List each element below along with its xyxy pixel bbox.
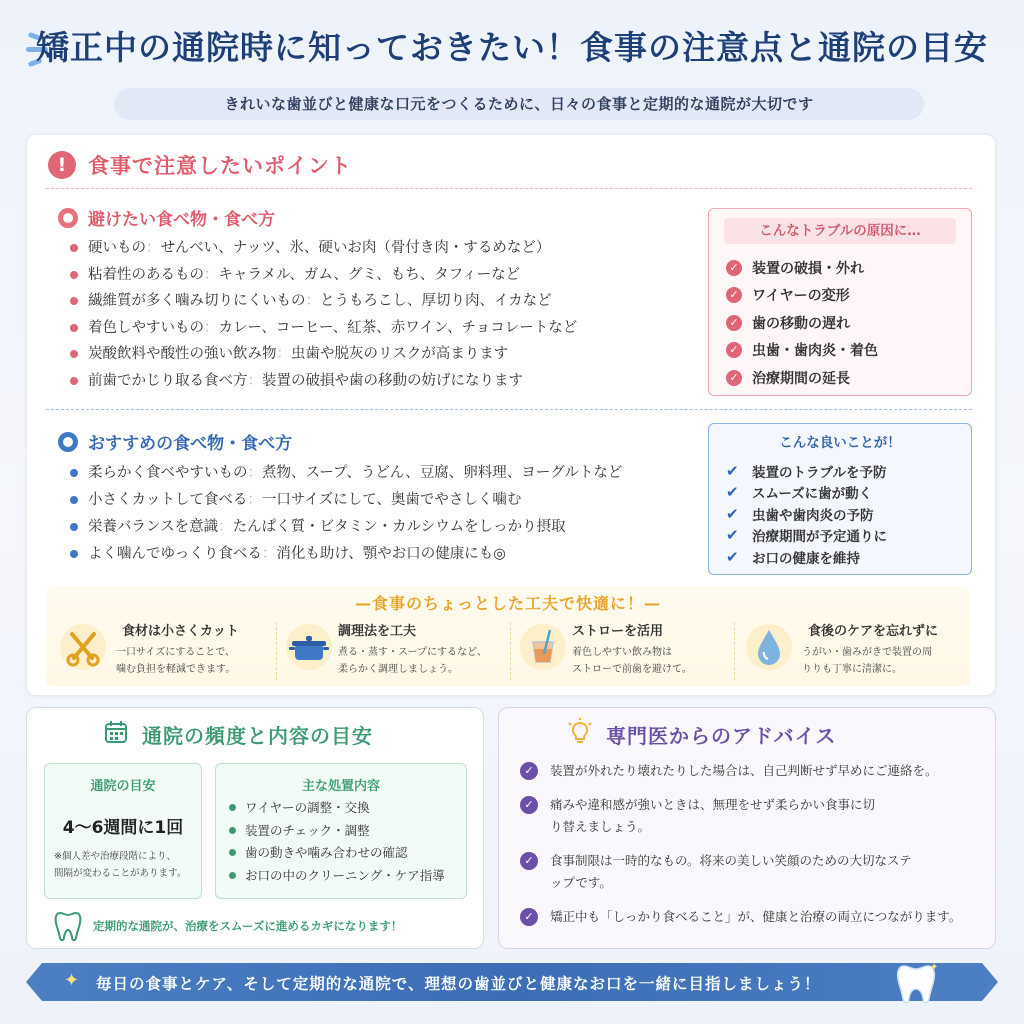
list-item: ワイヤーの調整・交換 <box>229 798 445 821</box>
lightbulb-icon <box>566 718 594 750</box>
check-circle-icon: ✓ <box>520 908 538 926</box>
advice-heading: 専門医からのアドバイス <box>606 724 837 748</box>
trouble-list <box>726 254 878 392</box>
exclamation-icon: ! <box>48 151 76 179</box>
list-item: ✓ 装置の破損・外れ <box>726 254 878 282</box>
avoid-list <box>70 238 577 397</box>
list-item: ✔ 虫歯や歯肉炎の予防 <box>726 504 874 524</box>
list-item: 硬いもの：せんべい、ナッツ、氷、硬いお肉（骨付き肉・するめなど） <box>70 238 577 265</box>
tip-item: 食後のケアを忘れずに うがい・歯みがきで装置の周 りりも丁寧に清潔に。 <box>742 620 964 682</box>
check-circle-icon: ✓ <box>726 260 742 276</box>
avoid-heading: 避けたい食べ物・食べ方 <box>88 210 275 230</box>
check-circle-icon: ✓ <box>726 315 742 331</box>
list-item: お口の中のクリーニング・ケア指導 <box>229 866 445 889</box>
list-item: 粘着性のあるもの：キャラメル、ガム、グミ、もち、タフィーなど <box>70 265 577 292</box>
diet-heading: 食事で注意したいポイント <box>88 154 352 178</box>
banner-text: 毎日の食事とケア、そして定期的な通院で、理想の歯並びと健康なお口を一緒に目指しましょう！ <box>96 975 821 993</box>
tooth-icon <box>894 960 938 1010</box>
list-item: ✔ 治療期間が予定通りに <box>726 526 887 546</box>
list-item: 小さくカットして食べる：一口サイズにして、奥歯でやさしく噛む <box>70 490 622 517</box>
check-circle-icon: ✓ <box>726 287 742 303</box>
sparkle-icon: ✦ <box>64 970 80 991</box>
visit-guide-title: 通院の目安 <box>90 779 156 794</box>
visit-note: ※個人差や治療段階により、 間隔が変わることがあります。 <box>54 851 187 879</box>
visit-frequency: 4〜6週間に1回 <box>62 818 184 838</box>
checkmark-icon: ✔ <box>726 483 739 502</box>
tips-heading: —食事のちょっとした工夫で快適に！— <box>354 594 661 613</box>
scissors-icon <box>60 624 106 670</box>
calendar-icon <box>104 720 128 748</box>
check-circle-icon: ✓ <box>520 852 538 870</box>
tip-item: ストローを活用 着色しやすい飲み物は ストローで前歯を避けて。 <box>516 620 738 682</box>
list-item: よく噛んでゆっくり食べる：消化も助け、顎やお口の健康にも◎ <box>70 544 622 571</box>
list-item: ✓ 痛みや違和感が強いときは、無理をせず柔らかい食事に切 り替えましょう。 <box>520 794 961 838</box>
trouble-heading: こんなトラブルの原因に… <box>724 218 956 244</box>
divider <box>734 622 735 680</box>
visit-heading: 通院の頻度と内容の目安 <box>142 724 373 748</box>
visit-footer: 定期的な通院が、治療をスムーズに進めるカギになります！ <box>93 919 403 933</box>
list-item: ✔ お口の健康を維持 <box>726 547 860 567</box>
good-heading: こんな良いことが！ <box>779 435 901 451</box>
recommend-heading: おすすめの食べ物・食べ方 <box>88 434 293 454</box>
list-item: ✓ 矯正中も「しっかり食べること」が、健康と治療の両立につながります。 <box>520 906 961 928</box>
page-title: 矯正中の通院時に知っておきたい！食事の注意点と通院の目安 <box>36 28 988 67</box>
divider <box>276 622 277 680</box>
list-item: 前歯でかじり取る食べ方：装置の破損や歯の移動の妨げになります <box>70 371 577 398</box>
recommend-list <box>70 463 622 571</box>
svg-text:✦: ✦ <box>930 962 938 973</box>
check-circle-icon: ✓ <box>726 342 742 358</box>
list-item: 栄養バランスを意識：たんぱく質・ビタミン・カルシウムをしっかり摂取 <box>70 517 622 544</box>
visit-treat-list <box>229 798 445 888</box>
checkmark-icon: ✔ <box>726 526 739 545</box>
checkmark-icon: ✔ <box>726 461 739 480</box>
good-list <box>726 460 887 568</box>
list-item: ✓ 食事制限は一時的なもの。将来の美しい笑顔のための大切なステ ップです。 <box>520 850 961 894</box>
list-item: ✓ ワイヤーの変形 <box>726 282 878 310</box>
tip-item: 調理法を工夫 煮る・蒸す・スープにするなど、 柔らかく調理しましょう。 <box>282 620 504 682</box>
tip-item: 食材は小さくカット 一口サイズにすることで、 噛む負担を軽減できます。 <box>56 620 278 682</box>
list-item: ✓ 歯の移動の遅れ <box>726 309 878 337</box>
divider <box>46 188 972 189</box>
water-drop-icon <box>746 624 792 670</box>
checkmark-icon: ✔ <box>726 504 739 523</box>
visit-treat-title: 主な処置内容 <box>301 779 380 794</box>
list-item: ✓ 装置が外れたり壊れたりした場合は、自己判断せず早めにご連絡を。 <box>520 760 961 782</box>
tooth-icon <box>54 910 82 946</box>
check-circle-icon: ✓ <box>726 370 742 386</box>
list-item: 装置のチェック・調整 <box>229 821 445 844</box>
pot-icon <box>286 624 332 670</box>
checkmark-icon: ✔ <box>726 547 739 566</box>
check-circle-icon: ✓ <box>520 796 538 814</box>
list-item: 着色しやすいもの：カレー、コーヒー、紅茶、赤ワイン、チョコレートなど <box>70 318 577 345</box>
check-circle-icon: ✓ <box>520 762 538 780</box>
divider <box>510 622 511 680</box>
ring-icon <box>58 432 78 452</box>
list-item: ✓ 治療期間の延長 <box>726 364 878 392</box>
advice-list <box>520 760 961 928</box>
ring-icon <box>58 208 78 228</box>
straw-cup-icon <box>520 624 566 670</box>
list-item: 炭酸飲料や酸性の強い飲み物：虫歯や脱灰のリスクが高まります <box>70 344 577 371</box>
list-item: ✔ スムーズに歯が動く <box>726 483 873 503</box>
divider <box>46 409 972 410</box>
list-item: 繊維質が多く噛み切りにくいもの：とうもろこし、厚切り肉、イカなど <box>70 291 577 318</box>
list-item: ✔ 装置のトラブルを予防 <box>726 461 887 481</box>
page-subtitle: きれいな歯並びと健康な口元をつくるために、日々の食事と定期的な通院が大切です <box>114 88 924 120</box>
list-item: 歯の動きや噛み合わせの確認 <box>229 843 445 866</box>
list-item: 柔らかく食べやすいもの：煮物、スープ、うどん、豆腐、卵料理、ヨーグルトなど <box>70 463 622 490</box>
list-item: ✓ 虫歯・歯肉炎・着色 <box>726 337 878 365</box>
